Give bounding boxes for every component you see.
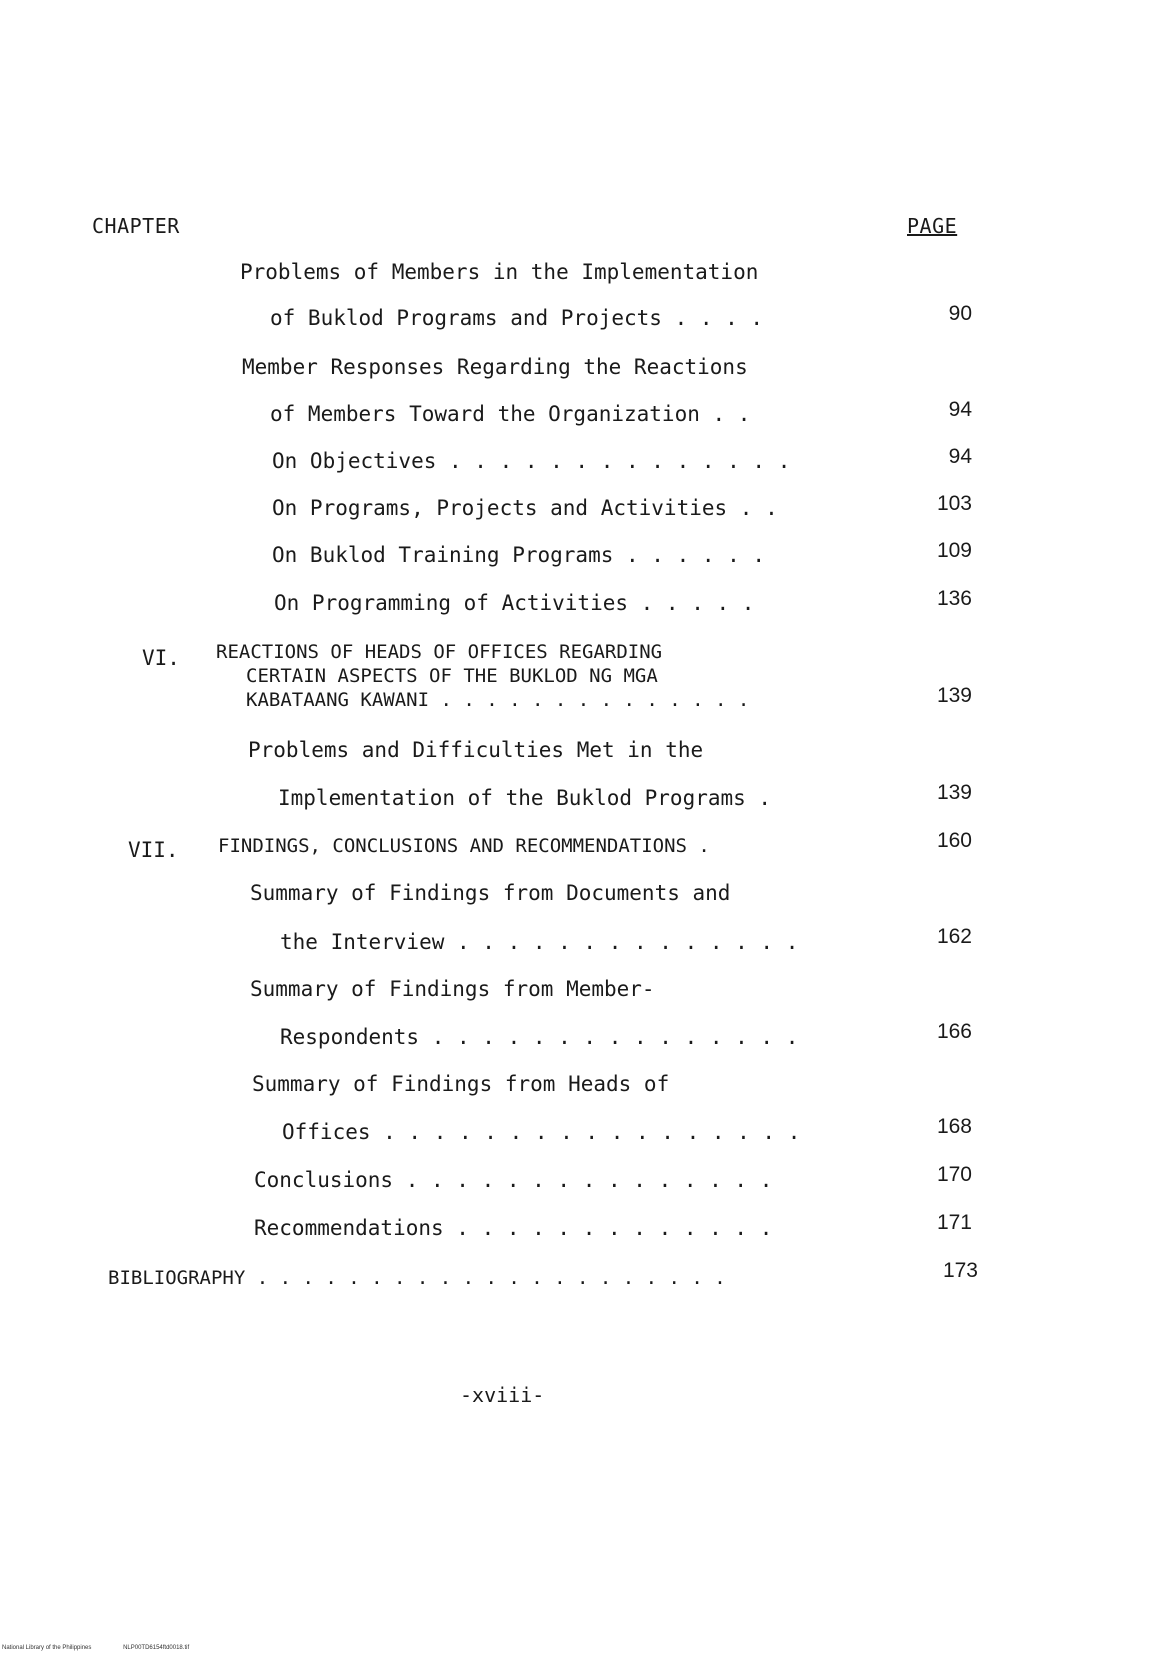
toc-entry-text: Recommendations . . . . . . . . . . . . . <box>254 1216 773 1240</box>
page-number: -xviii- <box>460 1383 545 1407</box>
toc-entry-text: On Buklod Training Programs . . . . . . <box>272 543 766 567</box>
toc-entry-page: 168 <box>936 1115 972 1138</box>
scan-caption <box>2 1645 219 1651</box>
toc-entry-text: Respondents . . . . . . . . . . . . . . . <box>280 1025 799 1049</box>
toc-entry-text: Offices . . . . . . . . . . . . . . . . . <box>282 1120 801 1144</box>
toc-entry-page: 170 <box>936 1163 972 1186</box>
toc-entry-page: 90 <box>948 302 972 325</box>
toc-entry-page: 160 <box>936 829 972 852</box>
toc-entry-page: 171 <box>936 1211 972 1234</box>
toc-entry-page: 139 <box>936 684 972 707</box>
toc-entry-text: of Buklod Programs and Projects . . . . <box>270 306 764 330</box>
chapter-number: VII. <box>128 838 179 862</box>
toc-entry-text: FINDINGS, CONCLUSIONS AND RECOMMENDATIONS . <box>218 835 710 857</box>
toc-entry-text: CERTAIN ASPECTS OF THE BUKLOD NG MGA <box>246 665 658 687</box>
chapter-number: VI. <box>142 646 180 670</box>
toc-entry-text: On Programs, Projects and Activities . . <box>272 496 778 520</box>
toc-entry-page: 103 <box>936 492 972 515</box>
toc-entry-text: the Interview . . . . . . . . . . . . . . <box>280 930 799 954</box>
toc-entry-text: KABATAANG KAWANI . . . . . . . . . . . . . . <box>246 689 750 711</box>
toc-entry-text: On Objectives . . . . . . . . . . . . . . <box>272 449 791 473</box>
toc-entry-text: Summary of Findings from Documents and <box>250 881 731 905</box>
toc-entry-text: of Members Toward the Organization . . <box>270 402 751 426</box>
toc-entry-page: 162 <box>936 925 972 948</box>
toc-entry-text: Summary of Findings from Heads of <box>252 1072 670 1096</box>
toc-entry-page: 94 <box>948 398 972 421</box>
toc-entry-text: Member Responses Regarding the Reactions <box>242 355 748 379</box>
toc-entry-text: Implementation of the Buklod Programs . <box>278 786 772 810</box>
toc-entry-page: 109 <box>936 539 972 562</box>
toc-entry-page: 136 <box>936 587 972 610</box>
chapter-heading: CHAPTER <box>92 214 180 238</box>
toc-entry-text: BIBLIOGRAPHY . . . . . . . . . . . . . . . . . . . . . <box>108 1267 726 1289</box>
toc-entry-text: REACTIONS OF HEADS OF OFFICES REGARDING <box>216 641 663 663</box>
toc-entry-page: 94 <box>948 445 972 468</box>
toc-entry-text: On Programming of Activities . . . . . <box>274 591 755 615</box>
library-name: National Library of the Philippines <box>2 1645 92 1651</box>
page-heading: PAGE <box>907 214 958 238</box>
toc-entry-text: Problems and Difficulties Met in the <box>248 738 704 762</box>
toc-entry-page: 173 <box>942 1259 978 1282</box>
toc-entry-text: Summary of Findings from Member- <box>250 977 655 1001</box>
toc-entry-page: 166 <box>936 1020 972 1043</box>
toc-entry-page: 139 <box>936 781 972 804</box>
toc-entry-text: Problems of Members in the Implementation <box>240 260 759 284</box>
toc-entry-text: Conclusions . . . . . . . . . . . . . . . <box>254 1168 773 1192</box>
file-name: NLP00TD6154ftd0018.tif <box>123 1645 190 1651</box>
